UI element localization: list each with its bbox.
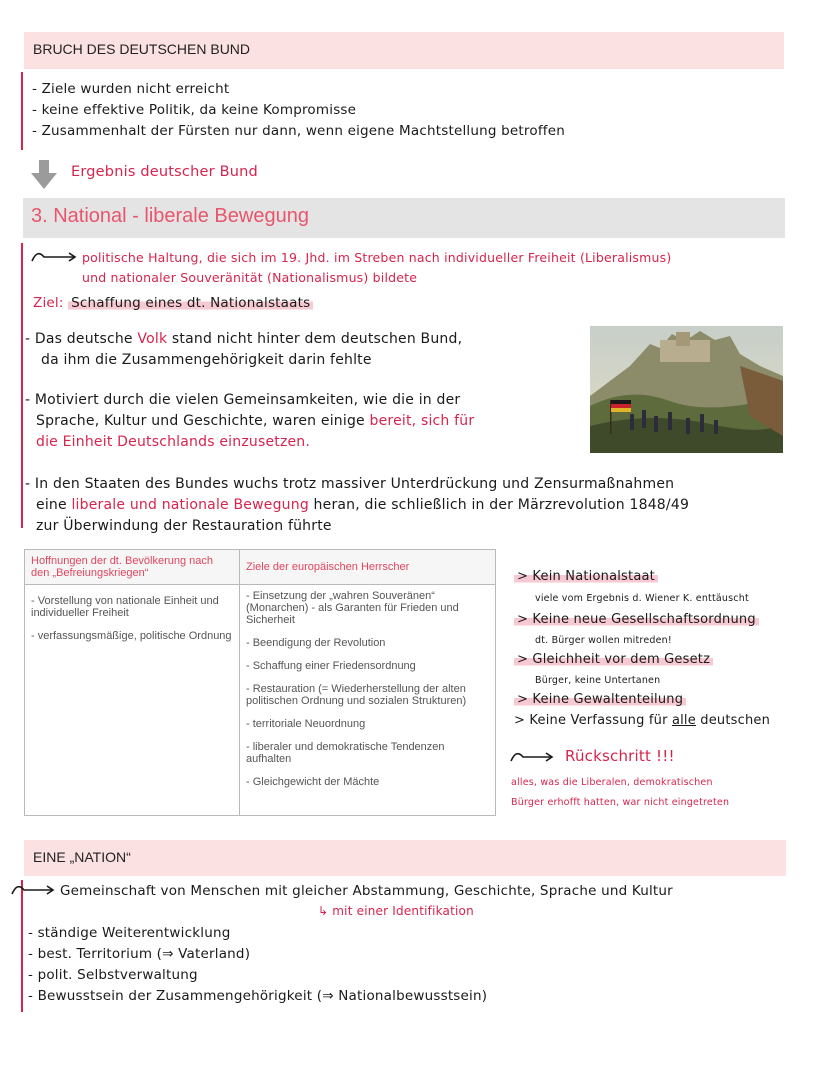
section-title-nation: EINE „NATION“ — [33, 849, 131, 865]
paragraph-line: die Einheit Deutschlands einzusetzen. — [36, 434, 311, 450]
list-item: - territoriale Neuordnung — [246, 718, 366, 730]
bullet: - Bewusstsein der Zusammengehörigkeit (⇒ Nationalbewusstsein) — [28, 988, 488, 1004]
historical-painting-image — [590, 326, 783, 453]
definition-line: und nationaler Souveränität (Nationalismus) bildete — [82, 270, 418, 285]
margin-line — [21, 72, 23, 150]
table-header: Ziele der europäischen Herrscher — [240, 550, 496, 585]
side-note — [514, 569, 658, 584]
side-note-text: > Kein Nationalstaat — [514, 569, 658, 584]
list-item: - Vorstellung von nationale Einheit und individueller Freiheit — [31, 595, 219, 619]
bullet: - Zusammenhalt der Fürsten nur dann, wenn eigene Machtstellung betroffen — [32, 123, 566, 139]
list-item: - Einsetzung der „wahren Souveränen“ (Monarchen) - als Garanten für Frieden und Sicherheit — [246, 590, 459, 626]
paragraph-line: - Motiviert durch die vielen Gemeinsamkeiten, wie die in der — [25, 392, 461, 408]
paragraph-volk — [25, 331, 462, 347]
goal-line — [33, 295, 313, 311]
side-note — [514, 692, 686, 707]
table-header: Hoffnungen der dt. Bevölkerung nach den „Befreiungskriegen“ — [25, 550, 240, 585]
bullet: - Ziele wurden nicht erreicht — [32, 81, 230, 97]
paragraph-line — [36, 413, 474, 429]
bullet: - ständige Weiterentwicklung — [28, 925, 231, 941]
margin-line — [21, 880, 23, 1012]
highlight-text: bereit, sich für — [369, 413, 475, 429]
side-note — [514, 713, 770, 728]
definition-line: Gemeinschaft von Menschen mit gleicher Abstammung, Geschichte, Sprache und Kultur — [60, 883, 673, 899]
table-cell — [240, 585, 496, 816]
paragraph-line — [36, 497, 689, 513]
list-item: - liberaler und demokratische Tendenzen aufhalten — [246, 741, 445, 765]
table-cell — [25, 585, 240, 816]
arrow-right-icon — [30, 250, 78, 264]
list-item: - verfassungsmäßige, politische Ordnung — [31, 630, 232, 642]
text: heran, die schließlich in der Märzrevolution 1848/49 — [308, 497, 690, 513]
definition-sub: ↳ mit einer Identifikation — [318, 904, 474, 918]
side-note-text: > Keine Verfassung für — [514, 713, 672, 728]
definition-sub-text: mit einer Identifikation — [332, 904, 474, 918]
highlight-text: Volk — [137, 331, 168, 347]
side-note-text: > Gleichheit vor dem Gesetz — [514, 652, 713, 667]
bullet: - best. Territorium (⇒ Vaterland) — [28, 946, 251, 962]
result-text: Ergebnis deutscher Bund — [71, 164, 258, 180]
section-banner-nation — [24, 840, 786, 876]
arrow-right-icon — [10, 883, 56, 897]
text: - Das deutsche — [25, 331, 138, 347]
text: eine — [36, 497, 72, 513]
paragraph-line: da ihm die Zusammengehörigkeit darin fehlte — [41, 352, 372, 368]
list-item: - Gleichgewicht der Mächte — [246, 776, 380, 788]
comparison-table — [24, 549, 496, 816]
section-title-national: 3. National - liberale Bewegung — [31, 205, 309, 227]
side-note-text: > Keine Gewaltenteilung — [514, 692, 686, 707]
goal-text: Schaffung eines dt. Nationalstaats — [68, 295, 313, 311]
side-note — [514, 612, 759, 627]
side-note — [514, 652, 713, 667]
goal-label: Ziel: — [33, 295, 64, 311]
side-note-text: deutschen — [695, 713, 771, 728]
regress-title: Rückschritt !!! — [565, 747, 675, 765]
side-note-sub: dt. Bürger wollen mitreden! — [535, 635, 672, 646]
paragraph-line: zur Überwindung der Restauration führte — [36, 518, 332, 534]
text: Sprache, Kultur und Geschichte, waren einige — [36, 413, 370, 429]
bullet: - polit. Selbstverwaltung — [28, 967, 198, 983]
side-note-sub: Bürger, keine Untertanen — [535, 675, 661, 686]
bullet: - keine effektive Politik, da keine Kompromisse — [32, 102, 357, 118]
down-arrow-icon — [31, 160, 57, 190]
side-note-text: > Keine neue Gesellschaftsordnung — [514, 612, 759, 627]
margin-line — [21, 243, 23, 528]
regress-text: Bürger erhofft hatten, war nicht eingetreten — [511, 797, 730, 808]
list-item: - Schaffung einer Friedensordnung — [246, 660, 416, 672]
side-note-sub: viele vom Ergebnis d. Wiener K. enttäuscht — [535, 593, 749, 604]
list-item: - Beendigung der Revolution — [246, 637, 386, 649]
regress-text: alles, was die Liberalen, demokratischen — [511, 777, 713, 788]
text: stand nicht hinter dem deutschen Bund, — [167, 331, 463, 347]
definition-line: politische Haltung, die sich im 19. Jhd. im Streben nach individueller Freiheit (Liberalismus) — [82, 250, 672, 265]
section-title-bruch: BRUCH DES DEUTSCHEN BUND — [33, 41, 251, 57]
list-item: - Restauration (= Wiederherstellung der alten politischen Ordnung und sozialen Strukturen) — [246, 683, 467, 707]
highlight-text: liberale und nationale Bewegung — [71, 497, 309, 513]
underlined-text: alle — [671, 713, 696, 728]
arrow-right-icon — [509, 750, 555, 764]
paragraph-line: - In den Staaten des Bundes wuchs trotz massiver Unterdrückung und Zensurmaßnahmen — [25, 476, 675, 492]
